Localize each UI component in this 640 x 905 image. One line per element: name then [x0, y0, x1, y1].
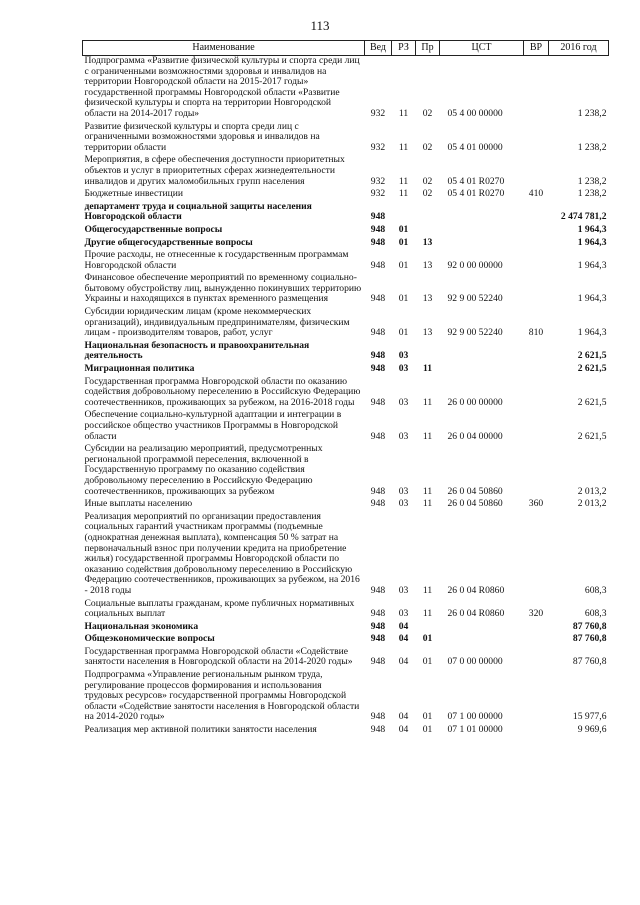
row-ved: 948	[370, 211, 386, 223]
row-ved: 948	[370, 498, 386, 510]
row-ved: 932	[370, 107, 386, 119]
row-rz: 01	[398, 259, 409, 271]
row-amount: 87 760,8	[572, 656, 607, 668]
row-amount: 2 474 781,2	[560, 211, 607, 223]
row-name: Другие общегосударственные вопросы	[84, 236, 253, 248]
row-pr	[416, 202, 440, 225]
row-rz: 04	[398, 620, 409, 632]
row-cst	[440, 202, 524, 225]
row-name: Государственная программа Новгородской области по оказанию содействия добровольному переселению в Российскую Федерацию соотечественников, проживающих за рубежом, на 2016-2018 годы	[84, 375, 361, 408]
row-amount: 9 969,6	[577, 724, 607, 736]
row-ved: 948	[370, 363, 386, 375]
row-cst: 05 4 00 00000	[447, 107, 503, 119]
row-pr: 01	[422, 724, 433, 736]
row-cst: 26 0 04 50860	[447, 498, 503, 510]
row-name: Подпрограмма «Развитие физической культуры и спорта среди лиц с ограниченными возможностями здоровья и инвалидов на территории Новгородской области на 2015-2017 годы» государственной программы Новгородской области «Развитие физической культуры и спорта на территории Новгородской области на 2014-2017 годы»	[84, 55, 360, 119]
header-rz: РЗ	[392, 41, 416, 56]
row-ved: 932	[370, 141, 386, 153]
row-pr: 02	[422, 107, 433, 119]
row-vr	[524, 238, 549, 251]
row-rz: 11	[398, 175, 409, 187]
table-row	[83, 599, 609, 622]
row-ved: 948	[370, 608, 386, 620]
table-row	[83, 225, 609, 238]
row-amount: 2 621,5	[577, 350, 607, 362]
table-row	[83, 725, 609, 738]
row-ved: 948	[370, 485, 386, 497]
row-pr: 01	[422, 711, 433, 723]
row-vr: 320	[528, 608, 544, 620]
row-pr: 11	[422, 485, 433, 497]
row-name: Бюджетные инвестиции	[84, 188, 183, 200]
row-vr	[524, 622, 549, 635]
row-ved: 948	[370, 620, 386, 632]
row-pr: 11	[422, 584, 433, 596]
row-rz: 01	[398, 223, 409, 235]
row-vr	[524, 410, 549, 444]
row-ved: 932	[370, 188, 386, 200]
row-name: Общеэкономические вопросы	[84, 633, 215, 645]
row-vr	[524, 122, 549, 156]
header-cst: ЦСТ	[440, 41, 524, 56]
row-amount: 608,3	[584, 608, 607, 620]
row-cst	[440, 341, 524, 364]
row-cst: 26 0 04 50860	[447, 485, 503, 497]
row-ved: 948	[370, 293, 386, 305]
row-cst: 05 4 01 R0270	[447, 175, 505, 187]
row-amount: 2 013,2	[577, 498, 607, 510]
row-amount: 1 964,3	[577, 327, 607, 339]
table-row	[83, 647, 609, 670]
table-row	[83, 670, 609, 725]
row-cst	[440, 238, 524, 251]
table-row	[83, 307, 609, 341]
header-row	[83, 41, 609, 56]
row-cst	[440, 364, 524, 377]
row-name: Иные выплаты населению	[84, 498, 193, 510]
header-vr: ВР	[524, 41, 549, 56]
row-ved: 948	[370, 259, 386, 271]
row-amount: 87 760,8	[572, 633, 607, 645]
table-row	[83, 202, 609, 225]
table-row	[83, 341, 609, 364]
table-row	[83, 499, 609, 512]
row-rz: 04	[398, 656, 409, 668]
row-ved: 948	[370, 724, 386, 736]
row-ved: 948	[370, 327, 386, 339]
row-rz	[392, 202, 416, 225]
row-ved: 932	[370, 175, 386, 187]
row-pr: 11	[422, 430, 433, 442]
row-name: Национальная экономика	[84, 620, 199, 632]
row-ved: 948	[370, 350, 386, 362]
row-name: Субсидии юридическим лицам (кроме некоммерческих организаций), индивидуальным предпринимателям, физическим лицам - производителям товаров, работ, услуг	[84, 306, 350, 339]
row-cst	[440, 622, 524, 635]
row-vr	[524, 670, 549, 725]
row-cst: 07 0 00 00000	[447, 656, 503, 668]
row-vr	[524, 225, 549, 238]
row-cst: 92 0 00 00000	[447, 259, 503, 271]
table-header	[83, 41, 609, 56]
budget-table	[82, 40, 609, 738]
row-rz: 01	[398, 327, 409, 339]
row-pr: 11	[422, 608, 433, 620]
row-cst: 05 4 01 00000	[447, 141, 503, 153]
row-pr: 11	[422, 363, 433, 375]
row-ved: 948	[370, 584, 386, 596]
row-ved: 948	[370, 223, 386, 235]
row-vr	[524, 273, 549, 307]
row-amount: 2 013,2	[577, 485, 607, 497]
row-vr	[524, 364, 549, 377]
row-amount: 608,3	[584, 584, 607, 596]
row-cst: 07 1 00 00000	[447, 711, 503, 723]
row-ved: 948	[370, 396, 386, 408]
table-row	[83, 634, 609, 647]
row-name: Государственная программа Новгородской области «Содействие занятости населения в Новгородской области на 2014-2020 годы»	[84, 645, 353, 668]
row-rz: 03	[398, 350, 409, 362]
row-vr	[524, 155, 549, 189]
row-name: Национальная безопасность и правоохранительная деятельность	[84, 339, 310, 362]
row-cst	[440, 634, 524, 647]
row-rz: 01	[398, 236, 409, 248]
row-name: Субсидии на реализацию мероприятий, предусмотренных региональной программой переселения, включенной в Государственную программу по оказанию содействия добровольному переселению в Российскую Федерацию соотечественников, проживающих за рубежом	[84, 443, 323, 497]
row-amount: 2 621,5	[577, 396, 607, 408]
row-amount: 1 238,2	[577, 188, 607, 200]
row-cst: 26 0 04 R0860	[447, 584, 505, 596]
row-amount: 1 964,3	[577, 223, 607, 235]
row-rz: 04	[398, 711, 409, 723]
table-row	[83, 364, 609, 377]
table-row	[83, 56, 609, 122]
row-ved: 948	[370, 656, 386, 668]
row-amount: 1 964,3	[577, 236, 607, 248]
row-amount: 15 977,6	[572, 711, 607, 723]
row-pr: 13	[422, 327, 433, 339]
row-pr: 02	[422, 175, 433, 187]
row-pr: 01	[422, 656, 433, 668]
row-rz: 03	[398, 396, 409, 408]
row-name: Прочие расходы, не отнесенные к государственным программам Новгородской области	[84, 249, 349, 271]
row-vr: 360	[528, 498, 544, 510]
row-vr: 410	[528, 188, 544, 200]
row-pr: 02	[422, 188, 433, 200]
header-pr: Пр	[416, 41, 440, 56]
row-name: Общегосударственные вопросы	[84, 223, 223, 235]
row-amount: 1 238,2	[577, 107, 607, 119]
row-ved: 948	[370, 711, 386, 723]
row-cst	[440, 225, 524, 238]
row-vr	[524, 634, 549, 647]
row-vr	[524, 250, 549, 273]
row-pr	[416, 225, 440, 238]
row-amount: 1 964,3	[577, 293, 607, 305]
row-rz: 03	[398, 363, 409, 375]
row-pr: 01	[422, 633, 433, 645]
row-rz: 03	[398, 498, 409, 510]
row-rz: 11	[398, 141, 409, 153]
row-vr	[524, 647, 549, 670]
row-cst: 92 9 00 52240	[447, 293, 503, 305]
table-row	[83, 155, 609, 189]
row-vr: 810	[528, 327, 544, 339]
row-name: Миграционная политика	[84, 363, 195, 375]
row-rz: 11	[398, 188, 409, 200]
row-pr: 13	[422, 236, 433, 248]
row-cst: 05 4 01 R0270	[447, 188, 505, 200]
table-body	[83, 56, 609, 738]
row-rz: 03	[398, 430, 409, 442]
row-vr	[524, 377, 549, 411]
header-ved: Вед	[365, 41, 392, 56]
table-row	[83, 410, 609, 444]
row-pr: 02	[422, 141, 433, 153]
table-row	[83, 189, 609, 202]
row-ved: 948	[370, 633, 386, 645]
header-name: Наименование	[83, 41, 365, 56]
row-amount: 1 238,2	[577, 141, 607, 153]
row-amount: 2 621,5	[577, 430, 607, 442]
row-name: Реализация мер активной политики занятости населения	[84, 724, 317, 736]
row-amount: 2 621,5	[577, 363, 607, 375]
row-cst: 26 0 04 R0860	[447, 608, 505, 620]
table-row	[83, 444, 609, 499]
table-row	[83, 512, 609, 599]
table-row	[83, 377, 609, 411]
table-row	[83, 122, 609, 156]
table-row	[83, 273, 609, 307]
row-cst: 07 1 01 00000	[447, 724, 503, 736]
row-name: Обеспечение социально-культурной адаптации и интеграции в российское общество участников Программы в Новгородской области	[84, 409, 342, 442]
row-rz: 01	[398, 293, 409, 305]
row-name: Подпрограмма «Управление региональным рынком труда, регулирование процессов формирования и использования трудовых ресурсов» государственной программы Новгородской области «Содействие занятости населения в Новгородской области на 2014-2020 годы»	[84, 669, 360, 723]
row-pr	[416, 341, 440, 364]
row-cst: 26 0 00 00000	[447, 396, 503, 408]
row-vr	[524, 725, 549, 738]
row-vr	[524, 444, 549, 499]
row-rz: 11	[398, 107, 409, 119]
row-amount: 87 760,8	[572, 620, 607, 632]
table-row	[83, 250, 609, 273]
row-rz: 04	[398, 724, 409, 736]
row-name: Реализация мероприятий по организации предоставления социальных гарантий участникам программы (подъемные (однократная денежная выплата), компенсация 50 % затрат на первоначальный взнос при получении кредита на приобретение жилья) государственной программы Новгородской области по оказанию содействия добровольному переселению в Российскую Федерацию соотечественников, проживающих за рубежом, на 2016 - 2018 годы	[84, 510, 360, 596]
row-pr: 13	[422, 293, 433, 305]
row-name: Социальные выплаты гражданам, кроме публичных нормативных социальных выплат	[84, 597, 355, 620]
row-ved: 948	[370, 430, 386, 442]
row-ved: 948	[370, 236, 386, 248]
row-amount: 1 964,3	[577, 259, 607, 271]
row-vr	[524, 512, 549, 599]
row-cst: 92 9 00 52240	[447, 327, 503, 339]
row-rz: 03	[398, 584, 409, 596]
row-pr: 13	[422, 259, 433, 271]
row-vr	[524, 202, 549, 225]
row-pr: 11	[422, 498, 433, 510]
row-name: Развитие физической культуры и спорта среди лиц с ограниченными возможностями здоровья и инвалидов на территории области	[84, 120, 320, 153]
page-number: 113	[310, 18, 330, 33]
row-name: департамент труда и социальной защиты населения Новгородской области	[84, 200, 312, 223]
row-cst: 26 0 04 00000	[447, 430, 503, 442]
row-name: Мероприятия, в сфере обеспечения доступности приоритетных объектов и услуг в приоритетных сферах жизнедеятельности инвалидов и других маломобильных групп населения	[84, 154, 345, 187]
row-rz: 03	[398, 608, 409, 620]
row-rz: 04	[398, 633, 409, 645]
row-amount: 1 238,2	[577, 175, 607, 187]
row-name: Финансовое обеспечение мероприятий по временному социально-бытовому обустройству лиц, вынужденно покинувших территорию Украины и находящихся в пунктах временного размещения	[84, 272, 362, 305]
header-year: 2016 год	[549, 41, 609, 56]
row-vr	[524, 341, 549, 364]
row-pr: 11	[422, 396, 433, 408]
row-vr	[524, 56, 549, 122]
row-rz: 03	[398, 485, 409, 497]
